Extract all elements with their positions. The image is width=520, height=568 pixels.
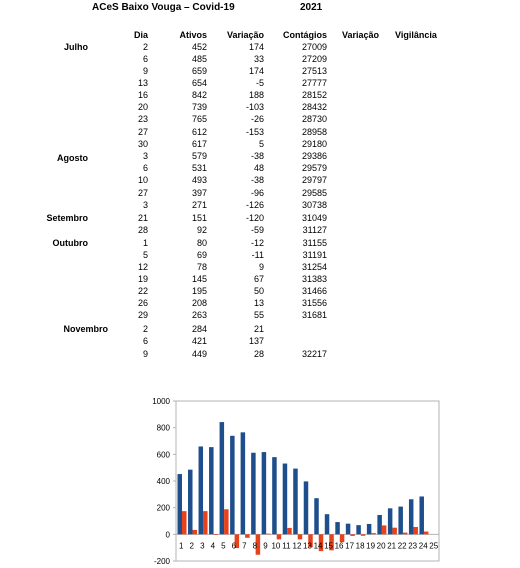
table-cell-contagios: 31049: [301, 213, 327, 223]
table-cell-dia: 2: [142, 324, 148, 334]
bar-variacao: [361, 534, 366, 535]
x-tick-label: 23: [408, 541, 418, 551]
x-tick-label: 3: [200, 541, 205, 551]
x-tick-label: 16: [334, 541, 344, 551]
table-cell-contagios: 32217: [301, 349, 327, 359]
table-cell-variacao: 50: [253, 286, 264, 296]
table-cell-ativos: 421: [191, 336, 207, 346]
table-cell-variacao: 9: [258, 262, 264, 272]
table-cell-variacao: 174: [248, 42, 264, 52]
bar-ativos: [367, 524, 372, 534]
table-cell-variacao: 188: [248, 90, 264, 100]
table-cell-ativos: 92: [196, 225, 207, 235]
header-ativos: Ativos: [179, 30, 207, 40]
table-cell-variacao: 55: [253, 310, 264, 320]
bar-ativos: [356, 525, 361, 534]
table-cell-variacao: -120: [245, 213, 264, 223]
month-label: Setembro: [46, 213, 88, 223]
bar-ativos: [272, 457, 277, 534]
header-dia: Dia: [133, 30, 148, 40]
bar-variacao: [298, 534, 303, 539]
bar-ativos: [209, 447, 214, 534]
table-cell-ativos: 397: [191, 188, 207, 198]
table-cell-contagios: 31383: [301, 274, 327, 284]
bar-ativos: [283, 464, 288, 535]
bar-ativos: [199, 446, 204, 534]
table-cell-variacao: -153: [245, 127, 264, 137]
table-cell-contagios: 27777: [301, 78, 327, 88]
table-cell-dia: 6: [142, 336, 148, 346]
header-variacao-2: Variação: [342, 30, 380, 40]
plot-frame: [176, 401, 439, 561]
table-cell-dia: 23: [137, 114, 148, 124]
bar-ativos: [409, 499, 414, 534]
table-cell-ativos: 485: [191, 54, 207, 64]
table-cell-ativos: 145: [191, 274, 207, 284]
bar-chart: [140, 395, 440, 568]
x-tick-label: 2: [189, 541, 195, 551]
y-tick-label: 200: [156, 503, 170, 513]
bar-variacao: [287, 528, 292, 534]
table-cell-contagios: 27513: [301, 66, 327, 76]
table-cell-dia: 29: [137, 310, 148, 320]
table-cell-variacao: 28: [253, 349, 264, 359]
table-cell-dia: 13: [137, 78, 148, 88]
table-cell-dia: 9: [142, 66, 148, 76]
table-cell-contagios: 31466: [301, 286, 327, 296]
table-cell-dia: 2: [142, 42, 148, 52]
table-cell-variacao: -96: [250, 188, 264, 198]
bar-ativos: [335, 522, 340, 534]
table-cell-dia: 30: [137, 139, 148, 149]
table-cell-dia: 6: [142, 163, 148, 173]
table-cell-ativos: 80: [196, 238, 207, 248]
y-tick-label: 400: [156, 477, 170, 486]
table-cell-variacao: -126: [245, 200, 264, 210]
header-vigilancia: Vigilância: [395, 30, 437, 40]
x-tick-label: 22: [397, 541, 407, 551]
bar-ativos: [293, 469, 298, 535]
table-cell-ativos: 659: [191, 66, 207, 76]
y-tick-label: -200: [153, 557, 170, 566]
bar-ativos: [251, 453, 256, 535]
table-cell-contagios: 31556: [301, 298, 327, 308]
table-cell-variacao: -59: [250, 225, 264, 235]
table-cell-ativos: 654: [191, 78, 207, 88]
bar-ativos: [178, 474, 183, 534]
table-cell-ativos: 493: [191, 175, 207, 185]
table-cell-contagios: 30738: [301, 200, 327, 210]
bar-ativos: [419, 496, 424, 534]
month-label: Agosto: [57, 153, 88, 163]
bar-variacao: [214, 534, 219, 535]
table-cell-contagios: 27209: [301, 54, 327, 64]
bar-ativos: [230, 436, 235, 535]
bar-variacao: [182, 511, 187, 534]
table-cell-variacao: 33: [253, 54, 264, 64]
x-tick-label: 14: [313, 541, 323, 551]
x-tick-label: 10: [271, 541, 281, 551]
table-cell-ativos: 449: [191, 349, 207, 359]
bar-ativos: [304, 481, 309, 534]
bar-ativos: [377, 515, 382, 534]
y-tick-label: 600: [156, 450, 170, 460]
table-cell-variacao: -103: [245, 102, 264, 112]
bar-variacao: [392, 528, 397, 535]
x-tick-label: 18: [355, 541, 365, 551]
x-tick-label: 4: [210, 541, 216, 551]
bar-ativos: [325, 514, 330, 534]
bar-variacao: [203, 511, 208, 534]
table-cell-contagios: 29386: [301, 151, 327, 161]
table-cell-ativos: 271: [191, 200, 207, 210]
table-cell-ativos: 208: [191, 298, 207, 308]
table-cell-dia: 16: [137, 90, 148, 100]
bar-ativos: [262, 452, 267, 534]
x-tick-label: 5: [221, 541, 226, 551]
x-tick-label: 17: [345, 541, 355, 551]
table-cell-dia: 22: [137, 286, 148, 296]
month-label: Novembro: [63, 324, 108, 334]
table-cell-variacao: 5: [258, 139, 264, 149]
table-cell-ativos: 284: [191, 324, 207, 334]
bar-ativos: [346, 524, 351, 535]
header-variacao: Variação: [226, 30, 264, 40]
x-tick-label: 9: [263, 541, 268, 551]
table-cell-dia: 1: [142, 238, 148, 248]
table-cell-variacao: -5: [255, 78, 264, 88]
bar-variacao: [224, 509, 229, 534]
x-tick-label: 25: [429, 541, 439, 551]
table-cell-contagios: 28432: [301, 102, 327, 112]
table-cell-contagios: 31254: [301, 262, 327, 272]
table-cell-contagios: 29585: [301, 188, 327, 198]
y-tick-label: 800: [156, 423, 170, 433]
month-label: Outubro: [52, 238, 88, 248]
table-cell-contagios: 29797: [301, 175, 327, 185]
bar-ativos: [220, 422, 225, 534]
table-cell-dia: 12: [137, 262, 148, 272]
month-label: Julho: [64, 42, 88, 52]
table-cell-ativos: 617: [191, 139, 207, 149]
table-cell-dia: 19: [137, 274, 148, 284]
x-tick-label: 1: [179, 541, 184, 551]
bar-ativos: [388, 508, 393, 534]
x-tick-label: 24: [418, 541, 428, 551]
table-cell-variacao: -38: [250, 175, 264, 185]
table-cell-dia: 3: [142, 200, 148, 210]
table-cell-dia: 3: [142, 151, 148, 161]
x-tick-label: 20: [376, 541, 386, 551]
bar-ativos: [188, 470, 193, 535]
x-tick-label: 8: [252, 541, 258, 551]
report-year: 2021: [300, 2, 323, 13]
header-contagios: Contágios: [283, 30, 327, 40]
table-cell-variacao: 21: [253, 324, 264, 334]
bar-variacao: [382, 525, 387, 534]
table-cell-contagios: 28152: [301, 90, 327, 100]
table-cell-contagios: 31681: [301, 310, 327, 320]
table-cell-dia: 20: [137, 102, 148, 112]
table-cell-variacao: 174: [248, 66, 264, 76]
table-cell-ativos: 151: [191, 213, 207, 223]
table-cell-contagios: 29579: [301, 163, 327, 173]
y-tick-label: 1000: [152, 397, 170, 406]
bar-variacao: [371, 533, 376, 534]
table-cell-contagios: 29180: [301, 139, 327, 149]
table-cell-dia: 6: [142, 54, 148, 64]
table-cell-dia: 27: [137, 188, 148, 198]
y-tick-label: 0: [165, 530, 170, 540]
table-cell-ativos: 78: [196, 262, 207, 272]
table-cell-dia: 10: [137, 175, 148, 185]
x-tick-label: 13: [303, 541, 312, 551]
x-tick-label: 21: [387, 541, 397, 551]
table-cell-variacao: 67: [253, 274, 264, 284]
table-cell-dia: 26: [137, 298, 148, 308]
bar-ativos: [314, 498, 319, 534]
table-cell-ativos: 195: [191, 286, 207, 296]
table-cell-dia: 27: [137, 127, 148, 137]
x-tick-label: 15: [324, 541, 333, 551]
bar-variacao: [350, 534, 355, 536]
table-cell-contagios: 31191: [302, 250, 327, 260]
bar-variacao: [245, 534, 250, 537]
table-cell-variacao: 13: [253, 298, 264, 308]
bar-variacao: [266, 534, 271, 535]
x-tick-label: 11: [282, 541, 291, 551]
table-cell-ativos: 579: [191, 151, 207, 161]
table-cell-ativos: 842: [191, 90, 207, 100]
x-tick-label: 6: [231, 541, 237, 551]
table-cell-variacao: -38: [250, 151, 264, 161]
bar-variacao: [424, 532, 429, 535]
table-cell-contagios: 28958: [301, 127, 327, 137]
table-cell-variacao: 137: [248, 336, 264, 346]
bar-variacao: [403, 533, 408, 535]
bar-variacao: [413, 527, 418, 534]
table-cell-ativos: 452: [191, 42, 207, 52]
table-cell-ativos: 263: [191, 310, 207, 320]
table-cell-ativos: 531: [191, 163, 207, 173]
table-cell-dia: 9: [142, 349, 148, 359]
table-cell-contagios: 27009: [301, 42, 327, 52]
bar-ativos: [398, 507, 403, 535]
bar-ativos: [241, 432, 246, 534]
table-cell-ativos: 739: [191, 102, 207, 112]
bar-variacao: [193, 530, 198, 534]
table-cell-contagios: 31127: [302, 225, 327, 235]
table-cell-variacao: -12: [250, 238, 264, 248]
table-cell-dia: 5: [142, 250, 148, 260]
table-cell-variacao: -26: [250, 114, 264, 124]
table-cell-variacao: 48: [253, 163, 264, 173]
table-cell-contagios: 31155: [302, 238, 327, 248]
table-cell-variacao: -11: [251, 250, 264, 260]
report-title: ACeS Baixo Vouga – Covid-19: [92, 2, 235, 13]
table-cell-ativos: 765: [191, 114, 207, 124]
table-cell-dia: 21: [137, 213, 148, 223]
table-cell-contagios: 28730: [301, 114, 327, 124]
table-cell-ativos: 612: [191, 127, 207, 137]
table-cell-dia: 28: [137, 225, 148, 235]
x-tick-label: 12: [292, 541, 302, 551]
table-cell-ativos: 69: [196, 250, 207, 260]
x-tick-label: 19: [366, 541, 376, 551]
bar-variacao: [277, 534, 282, 539]
x-tick-label: 7: [242, 541, 247, 551]
